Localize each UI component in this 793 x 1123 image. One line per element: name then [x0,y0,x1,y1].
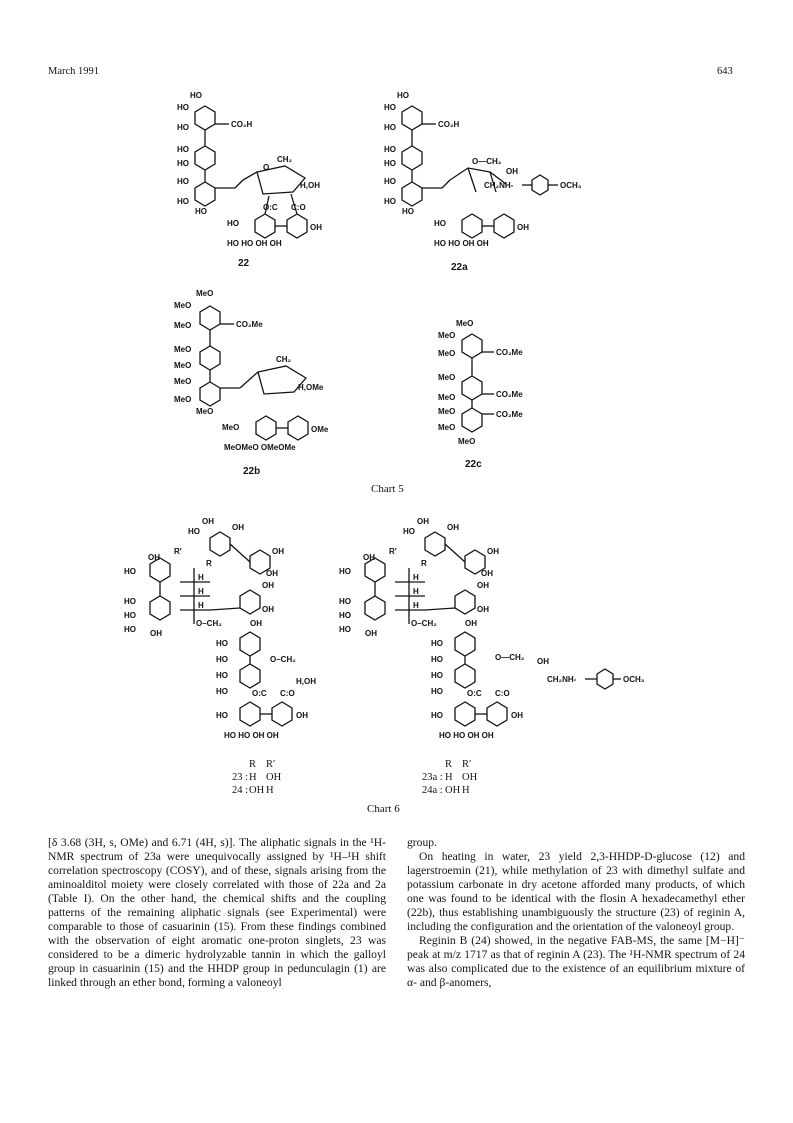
row-24-id: 24 : [232,785,249,796]
svg-text:CH₂: CH₂ [276,355,292,364]
svg-text:HO: HO [384,123,396,132]
svg-text:MeO: MeO [438,349,456,358]
svg-text:MeO: MeO [458,437,476,446]
svg-text:R: R [421,559,427,568]
svg-text:H: H [198,587,204,596]
row-24a-r: OH [445,785,461,796]
svg-text:HO: HO [177,177,189,186]
svg-text:HO: HO [190,91,202,100]
row-24-rp: H [266,785,274,796]
svg-text:HO: HO [216,671,228,680]
svg-text:HO: HO [384,197,396,206]
svg-text:HO: HO [124,625,136,634]
svg-text:O:C: O:C [467,689,482,698]
svg-text:O:C: O:C [252,689,267,698]
label-22a: 22a [451,262,468,273]
svg-text:H,OH: H,OH [300,181,320,190]
svg-text:MeO: MeO [438,373,456,382]
svg-text:CO₂Me: CO₂Me [496,410,523,419]
svg-text:HO: HO [431,655,443,664]
page-number: 643 [717,66,733,77]
svg-text:OH: OH [262,605,274,614]
svg-text:OH: OH [250,619,262,628]
table-header-rp: R′ [462,759,472,770]
table-header-rp: R′ [266,759,276,770]
structure-22a [372,88,602,258]
svg-text:OH: OH [511,711,523,720]
svg-text:CO₂H: CO₂H [231,120,253,129]
svg-text:HO: HO [434,219,446,228]
structure-23-24 [120,512,360,752]
svg-text:MeO: MeO [174,377,192,386]
row-23a-r: H [445,772,453,783]
svg-text:HO: HO [384,177,396,186]
svg-text:OH: OH [487,547,499,556]
svg-text:CH₂NH-: CH₂NH- [484,181,514,190]
svg-text:OMe: OMe [311,425,329,434]
svg-text:HO: HO [124,567,136,576]
svg-text:HO HO OH OH: HO HO OH OH [227,239,282,248]
svg-text:HO: HO [431,671,443,680]
svg-text:MeO: MeO [174,361,192,370]
substituent-table-right [422,759,502,798]
svg-text:OH: OH [537,657,549,666]
svg-text:OH: OH [262,581,274,590]
row-24a-id: 24a : [422,785,443,796]
svg-text:HO: HO [402,207,414,216]
svg-text:MeO: MeO [438,423,456,432]
table-header-r: R [249,759,257,770]
svg-text:MeOMeO OMeOMe: MeOMeO OMeOMe [224,443,296,452]
svg-text:OH: OH [272,547,284,556]
svg-text:OH: OH [232,523,244,532]
svg-text:OH: OH [477,605,489,614]
svg-text:HO: HO [431,711,443,720]
row-24a-rp: H [462,785,470,796]
svg-text:H: H [198,573,204,582]
svg-text:CH₂NH-: CH₂NH- [547,675,577,684]
svg-text:C:O: C:O [291,203,306,212]
svg-text:CO₂Me: CO₂Me [496,348,523,357]
svg-text:HO: HO [216,687,228,696]
svg-text:OH: OH [447,523,459,532]
svg-text:HO: HO [431,639,443,648]
svg-text:CO₂Me: CO₂Me [236,320,263,329]
svg-text:CO₂H: CO₂H [438,120,460,129]
svg-text:HO: HO [177,123,189,132]
svg-text:OH: OH [148,553,160,562]
svg-text:HO: HO [384,145,396,154]
svg-text:O:C: O:C [263,203,278,212]
svg-text:MeO: MeO [174,321,192,330]
svg-text:HO: HO [124,597,136,606]
svg-text:OH: OH [517,223,529,232]
svg-text:OH: OH [477,581,489,590]
svg-text:MeO: MeO [456,319,474,328]
svg-text:MeO: MeO [222,423,240,432]
svg-text:HO: HO [177,197,189,206]
svg-text:HO: HO [403,527,415,536]
substituent-table-left [232,759,312,798]
svg-text:HO: HO [339,611,351,620]
svg-text:HO: HO [397,91,409,100]
row-23-r: H [249,772,257,783]
svg-text:OH: OH [481,569,493,578]
label-22c: 22c [465,459,482,470]
svg-text:MeO: MeO [174,301,192,310]
svg-text:MeO: MeO [174,345,192,354]
svg-text:C:O: C:O [280,689,295,698]
label-22: 22 [238,258,250,269]
svg-text:O–CH₂: O–CH₂ [411,619,437,628]
svg-text:HO: HO [339,597,351,606]
svg-text:HO: HO [384,159,396,168]
svg-text:OH: OH [506,167,518,176]
svg-text:R: R [206,559,212,568]
table-header-r: R [445,759,453,770]
svg-text:HO HO OH OH: HO HO OH OH [224,731,279,740]
svg-text:OH: OH [150,629,162,638]
svg-text:OH: OH [202,517,214,526]
paragraph: Reginin B (24) showed, in the negative FAB-MS, the same [M−H]⁻ peak at m/z 1717 as that of reginin A (23). The ¹H-NMR spectrum of 24 was also complicated due to the existence of an equilibrium mixture of α- and β-anomers, [407,933,745,989]
svg-text:OH: OH [363,553,375,562]
svg-text:HO: HO [431,687,443,696]
paragraph: group. [407,836,437,849]
svg-text:HO: HO [227,219,239,228]
row-23a-rp: OH [462,772,478,783]
chart-6-caption: Chart 6 [367,803,400,815]
svg-text:HO: HO [177,103,189,112]
svg-text:HO HO OH OH: HO HO OH OH [439,731,494,740]
row-23a-id: 23a : [422,772,443,783]
svg-text:MeO: MeO [196,289,214,298]
svg-text:HO: HO [188,527,200,536]
svg-text:H: H [413,587,419,596]
svg-text:H,OMe: H,OMe [298,383,324,392]
structure-23a-24a [335,512,655,752]
row-23-id: 23 : [232,772,249,783]
svg-text:OCH₃: OCH₃ [623,675,645,684]
svg-text:O—CH₂: O—CH₂ [495,653,525,662]
structure-22b [166,284,346,462]
svg-text:OH: OH [417,517,429,526]
svg-text:MeO: MeO [174,395,192,404]
structure-22 [165,88,345,258]
running-head-date: March 1991 [48,66,100,77]
svg-text:MeO: MeO [438,393,456,402]
paragraph: [δ 3.68 (3H, s, OMe) and 6.71 (4H, s)]. The aliphatic signals in the ¹H-NMR spectrum of 23a were unequivocally assigned by ¹H–¹H shift correlation spectroscopy (COSY), and of these, signals arising from the aminoalditol moiety were closely correlated with those of 22a and 2a (Table I). On the other hand, the chemical shifts and the coupling patterns of the remaining aliphatic signals (see Experimental) were comparable to those of casuarinin (15). From these findings combined with the observation of eight aromatic one-proton singlets, 23 was considered to be a dimeric hydrolyzable tannin in which the galloyl group in casuarinin (15) and the HHDP group in pedunculagin (1) are linked through an ether bond, forming a valoneoyl [48,836,386,989]
svg-text:H: H [413,573,419,582]
svg-text:OH: OH [365,629,377,638]
svg-text:MeO: MeO [196,407,214,416]
svg-text:OCH₃: OCH₃ [560,181,582,190]
svg-text:MeO: MeO [438,331,456,340]
svg-text:HO: HO [216,711,228,720]
paragraph: On heating in water, 23 yield 2,3-HHDP-D-glucose (12) and lagerstroemin (21), while methylation of 23 with dimethyl sulfate and potassium carbonate in dry acetone afforded many products, of which one was found to be identical with the flosin A hexadecamethyl ether (22b), thus establishing unambiguously the structure (23) of reginin A, including the configuration and the orientation of the valoneoyl group. [407,849,745,933]
svg-text:HO HO OH OH: HO HO OH OH [434,239,489,248]
svg-text:R′: R′ [389,547,397,556]
svg-text:HO: HO [216,639,228,648]
svg-text:CO₂Me: CO₂Me [496,390,523,399]
svg-text:O: O [263,163,270,172]
svg-text:OH: OH [310,223,322,232]
body-column-right [407,836,745,989]
svg-text:O—CH₂: O—CH₂ [472,157,502,166]
svg-text:R′: R′ [174,547,182,556]
svg-text:HO: HO [124,611,136,620]
label-22b: 22b [243,466,261,477]
svg-text:O–CH₂: O–CH₂ [196,619,222,628]
svg-text:OH: OH [296,711,308,720]
svg-text:HO: HO [216,655,228,664]
svg-text:HO: HO [384,103,396,112]
svg-text:CH₂: CH₂ [277,155,293,164]
svg-text:HO: HO [177,145,189,154]
chart-5-caption: Chart 5 [371,483,404,495]
svg-text:OH: OH [465,619,477,628]
svg-text:C:O: C:O [495,689,510,698]
svg-text:H,OH: H,OH [296,677,316,686]
svg-text:H: H [413,601,419,610]
row-24-r: OH [249,785,265,796]
svg-text:OH: OH [266,569,278,578]
svg-text:HO: HO [339,567,351,576]
svg-text:HO: HO [177,159,189,168]
row-23-rp: OH [266,772,282,783]
svg-text:HO: HO [195,207,207,216]
svg-text:H: H [198,601,204,610]
structure-22c [428,316,568,452]
body-column-left [48,836,386,989]
svg-text:O–CH₂: O–CH₂ [270,655,296,664]
svg-text:HO: HO [339,625,351,634]
svg-text:MeO: MeO [438,407,456,416]
